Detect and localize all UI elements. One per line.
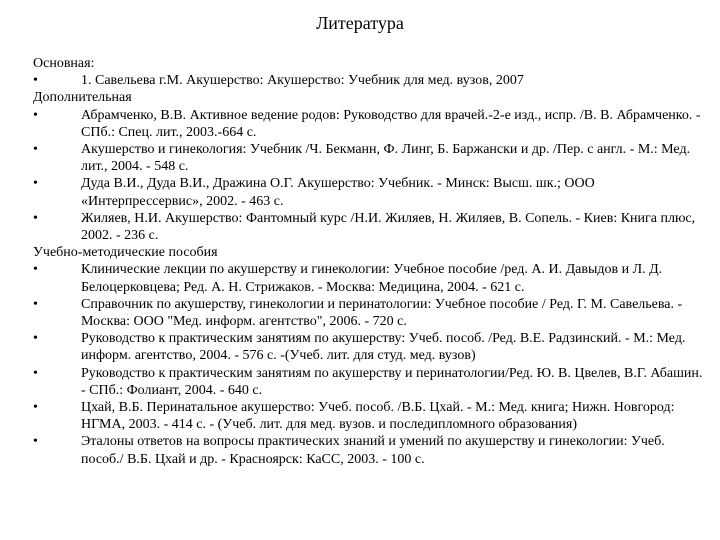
section-heading-main: Основная: xyxy=(33,56,95,71)
bullet-icon: • xyxy=(33,434,38,450)
reference-item xyxy=(33,107,705,141)
bullet-icon: • xyxy=(33,107,38,123)
reference-text: Абрамченко, В.В. Активное ведение родов: Руководство для врачей.-2-е изд., испр. /В. В. Абрамченко. - СПб.: Спец. лит., 2003.-664 с. xyxy=(81,107,701,140)
reference-item xyxy=(33,399,705,433)
reference-text: Дуда В.И., Дуда В.И., Дражина О.Г. Акушерство: Учебник. - Минск: Высш. шк.; ООО «Интерпрессервис», 2002. - 463 с. xyxy=(81,176,595,209)
reference-text: Руководство к практическим занятиям по акушерству: Учеб. пособ. /Ред. В.Е. Радзинский. - М.: Мед. информ. агентство, 2004. - 576 с. -(Учеб. лит. для студ. мед. вузов) xyxy=(81,331,686,364)
reference-text: Акушерство и гинекология: Учебник /Ч. Бекманн, Ф. Линг, Б. Баржански и др. /Пер. с англ. - М.: Мед. лит., 2004. - 548 с. xyxy=(81,142,691,175)
section-list-additional xyxy=(33,107,705,245)
reference-text: Цхай, В.Б. Перинатальное акушерство: Учеб. пособ. /В.Б. Цхай. - М.: Мед. книга; Нижн. Новгород: НГМА, 2003. - 414 с. - (Учеб. лит. для мед. вузов. и последипломного образования) xyxy=(81,400,675,433)
bullet-icon: • xyxy=(33,296,38,312)
reference-item xyxy=(33,210,705,244)
bullet-icon: • xyxy=(33,400,38,416)
reference-item xyxy=(33,433,705,467)
reference-item xyxy=(33,261,705,295)
section-list-methodical xyxy=(33,261,705,467)
reference-text: Клинические лекции по акушерству и гинекологии: Учебное пособие /ред. А. И. Давыдов и Л. Д. Белоцерковцева; Ред. А. Н. Стрижаков. - Москва: Медицина, 2004. - 621 с. xyxy=(81,262,663,295)
reference-item xyxy=(33,365,705,399)
reference-item xyxy=(33,330,705,364)
reference-text: Руководство к практическим занятиям по акушерству и перинатологии/Ред. Ю. В. Цвелев, В.Г. Абашин. - СПб.: Фолиант, 2004. - 640 с. xyxy=(81,365,703,398)
section-heading-methodical: Учебно-методические пособия xyxy=(33,245,218,261)
reference-item xyxy=(33,296,705,330)
bullet-icon: • xyxy=(33,331,38,347)
slide-title: Литература xyxy=(316,13,404,33)
reference-text: Жиляев, Н.И. Акушерство: Фантомный курс /Н.И. Жиляев, Н. Жиляев, В. Сопель. - Киев: Книга плюс, 2002. - 236 с. xyxy=(81,210,696,244)
reference-text: Эталоны ответов на вопросы практических знаний и умений по акушерству и гинекологии: Учеб. пособ./ В.Б. Цхай и др. - Красноярск: КаСС, 2003. - 100 с. xyxy=(81,434,665,467)
reference-text: Справочник по акушерству, гинекологии и перинатологии: Учебное пособие / Ред. Г. М. Савельева. - Москва: ООО "Мед. информ. агентство", 2006. - 720 с. xyxy=(81,296,683,330)
references-content xyxy=(33,55,705,468)
section-heading-additional: Дополнительная xyxy=(33,90,132,106)
reference-item xyxy=(33,141,705,175)
reference-item xyxy=(33,175,705,209)
section-list-main xyxy=(33,72,705,89)
reference-item xyxy=(33,72,705,89)
bullet-icon: • xyxy=(33,73,38,89)
bullet-icon: • xyxy=(33,210,38,226)
bullet-icon: • xyxy=(33,176,38,192)
bullet-icon: • xyxy=(33,365,38,381)
reference-text: 1. Савельева г.М. Акушерство: Акушерство: Учебник для мед. вузов, 2007 xyxy=(81,73,524,89)
bullet-icon: • xyxy=(33,262,38,278)
bullet-icon: • xyxy=(33,142,38,158)
